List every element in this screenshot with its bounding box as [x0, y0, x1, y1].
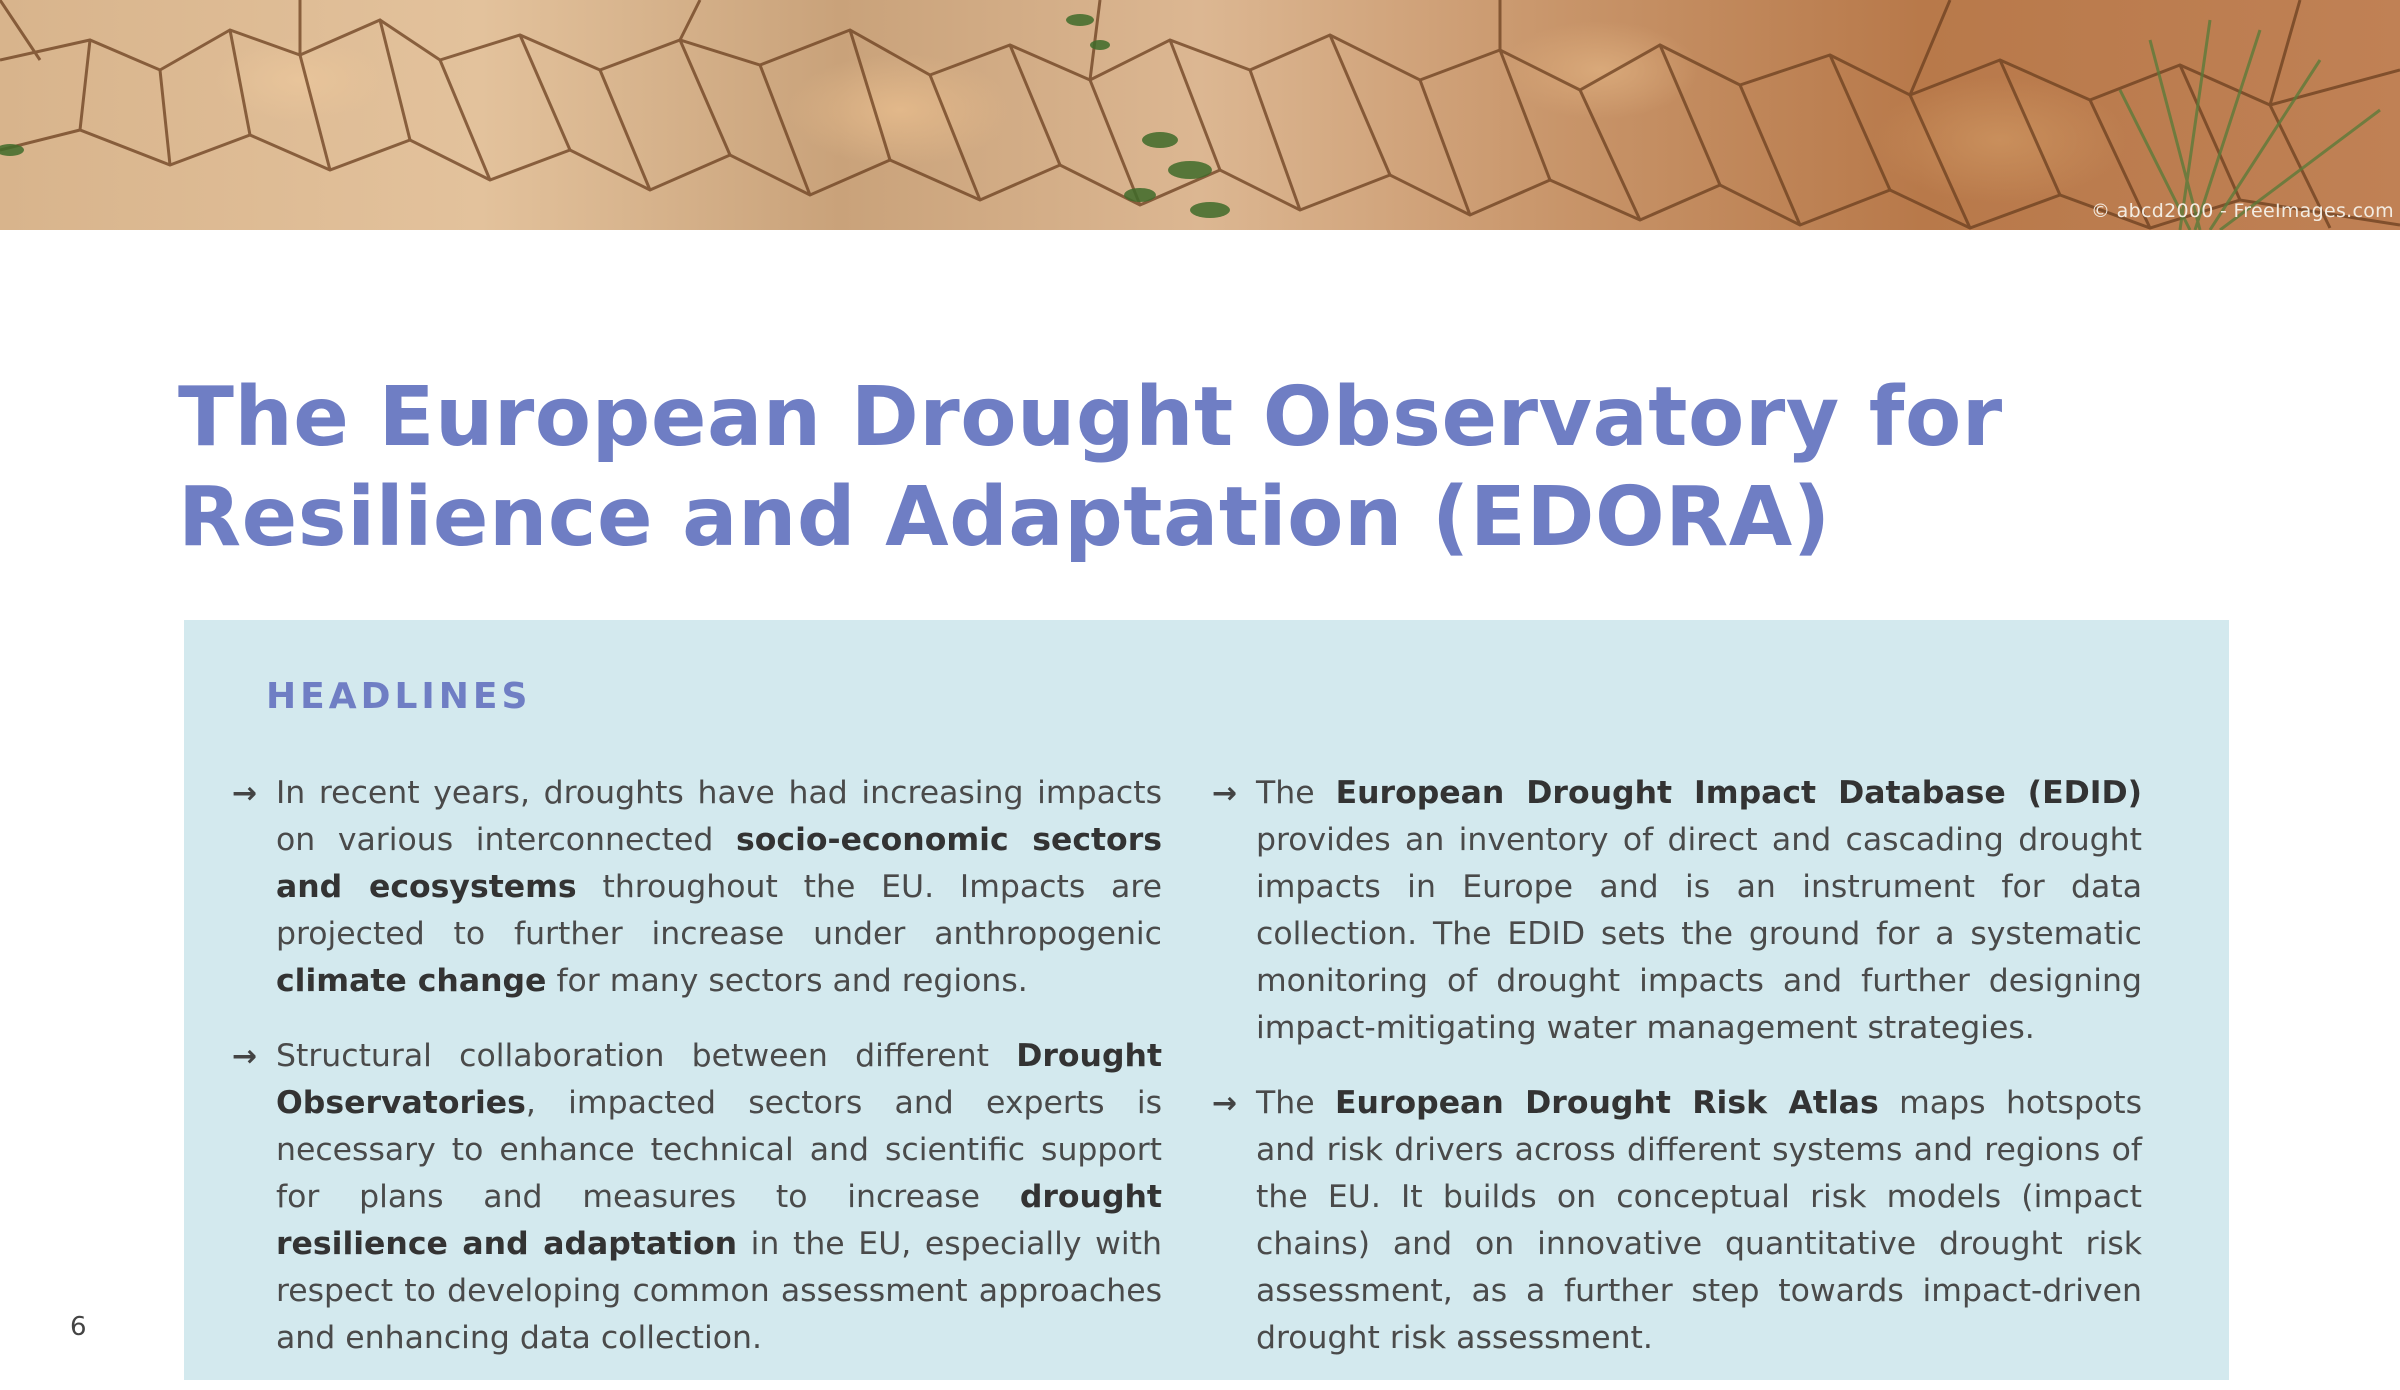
- headlines-heading: HEADLINES: [266, 676, 532, 717]
- arrow-right-icon: →: [232, 1039, 258, 1074]
- arrow-right-icon: →: [232, 776, 258, 811]
- banner-photo-cracked-earth: [0, 0, 2400, 230]
- headlines-column-left: [232, 770, 1162, 1390]
- headlines-box: [184, 620, 2229, 1380]
- bullet-text: maps hotspots and risk drivers across different systems and regions of the EU. It builds on conceptual risk models (impact chains) and on innovative quantitative drought risk assessment, as a further step towards impact-driven drought risk assessment.: [1256, 1085, 2142, 1356]
- cracked-earth-pattern: [0, 0, 2400, 230]
- page-number: 6: [70, 1312, 87, 1342]
- bullet-text: , impacted sectors and experts is necessary to enhance technical and scientific support for plans and measures to increase: [276, 1085, 1162, 1215]
- bullet-text: The: [1256, 1085, 1336, 1121]
- bullet-bold-text: European Drought Impact Database (EDID): [1335, 775, 2142, 811]
- bullet-text: provides an inventory of direct and cascading drought impacts in Europe and is an instrument for data collection. The EDID sets the ground for a systematic monitoring of drought impacts and further designing impact-mitigating water management strategies.: [1256, 822, 2142, 1046]
- bullet-text: The: [1256, 775, 1336, 811]
- bullet-text: In recent years, droughts have had increasing impacts on various interconnected: [276, 775, 1162, 858]
- headline-bullet: [1212, 1080, 2142, 1362]
- bullet-text: in the EU, especially with respect to developing common assessment approaches and enhancing data collection.: [276, 1226, 1162, 1356]
- page-title-line-1: The European Drought Observatory for: [178, 370, 2003, 465]
- arrow-right-icon: →: [1212, 776, 1238, 811]
- bullet-text: for many sectors and regions.: [546, 963, 1028, 999]
- bullet-text: Structural collaboration between different: [276, 1038, 1017, 1074]
- page-title: [178, 368, 2078, 568]
- bullet-bold-text: drought resilience and adaptation: [276, 1179, 1162, 1262]
- headline-bullet: [232, 770, 1162, 1005]
- photo-credit: © abcd2000 - FreeImages.com: [2091, 200, 2394, 222]
- bullet-bold-text: Drought Observatories: [276, 1038, 1162, 1121]
- bullet-bold-text: climate change: [276, 963, 547, 999]
- headline-bullet: [232, 1033, 1162, 1362]
- bullet-bold-text: European Drought Risk Atlas: [1335, 1085, 1879, 1121]
- arrow-right-icon: →: [1212, 1086, 1238, 1121]
- bullet-bold-text: socio-economic sectors and ecosystems: [276, 822, 1162, 905]
- headline-bullet: [1212, 770, 2142, 1052]
- headlines-column-right: [1212, 770, 2142, 1390]
- page-title-line-2: Resilience and Adaptation (EDORA): [178, 470, 1831, 565]
- bullet-text: throughout the EU. Impacts are projected to further increase under anthropogenic: [276, 869, 1162, 952]
